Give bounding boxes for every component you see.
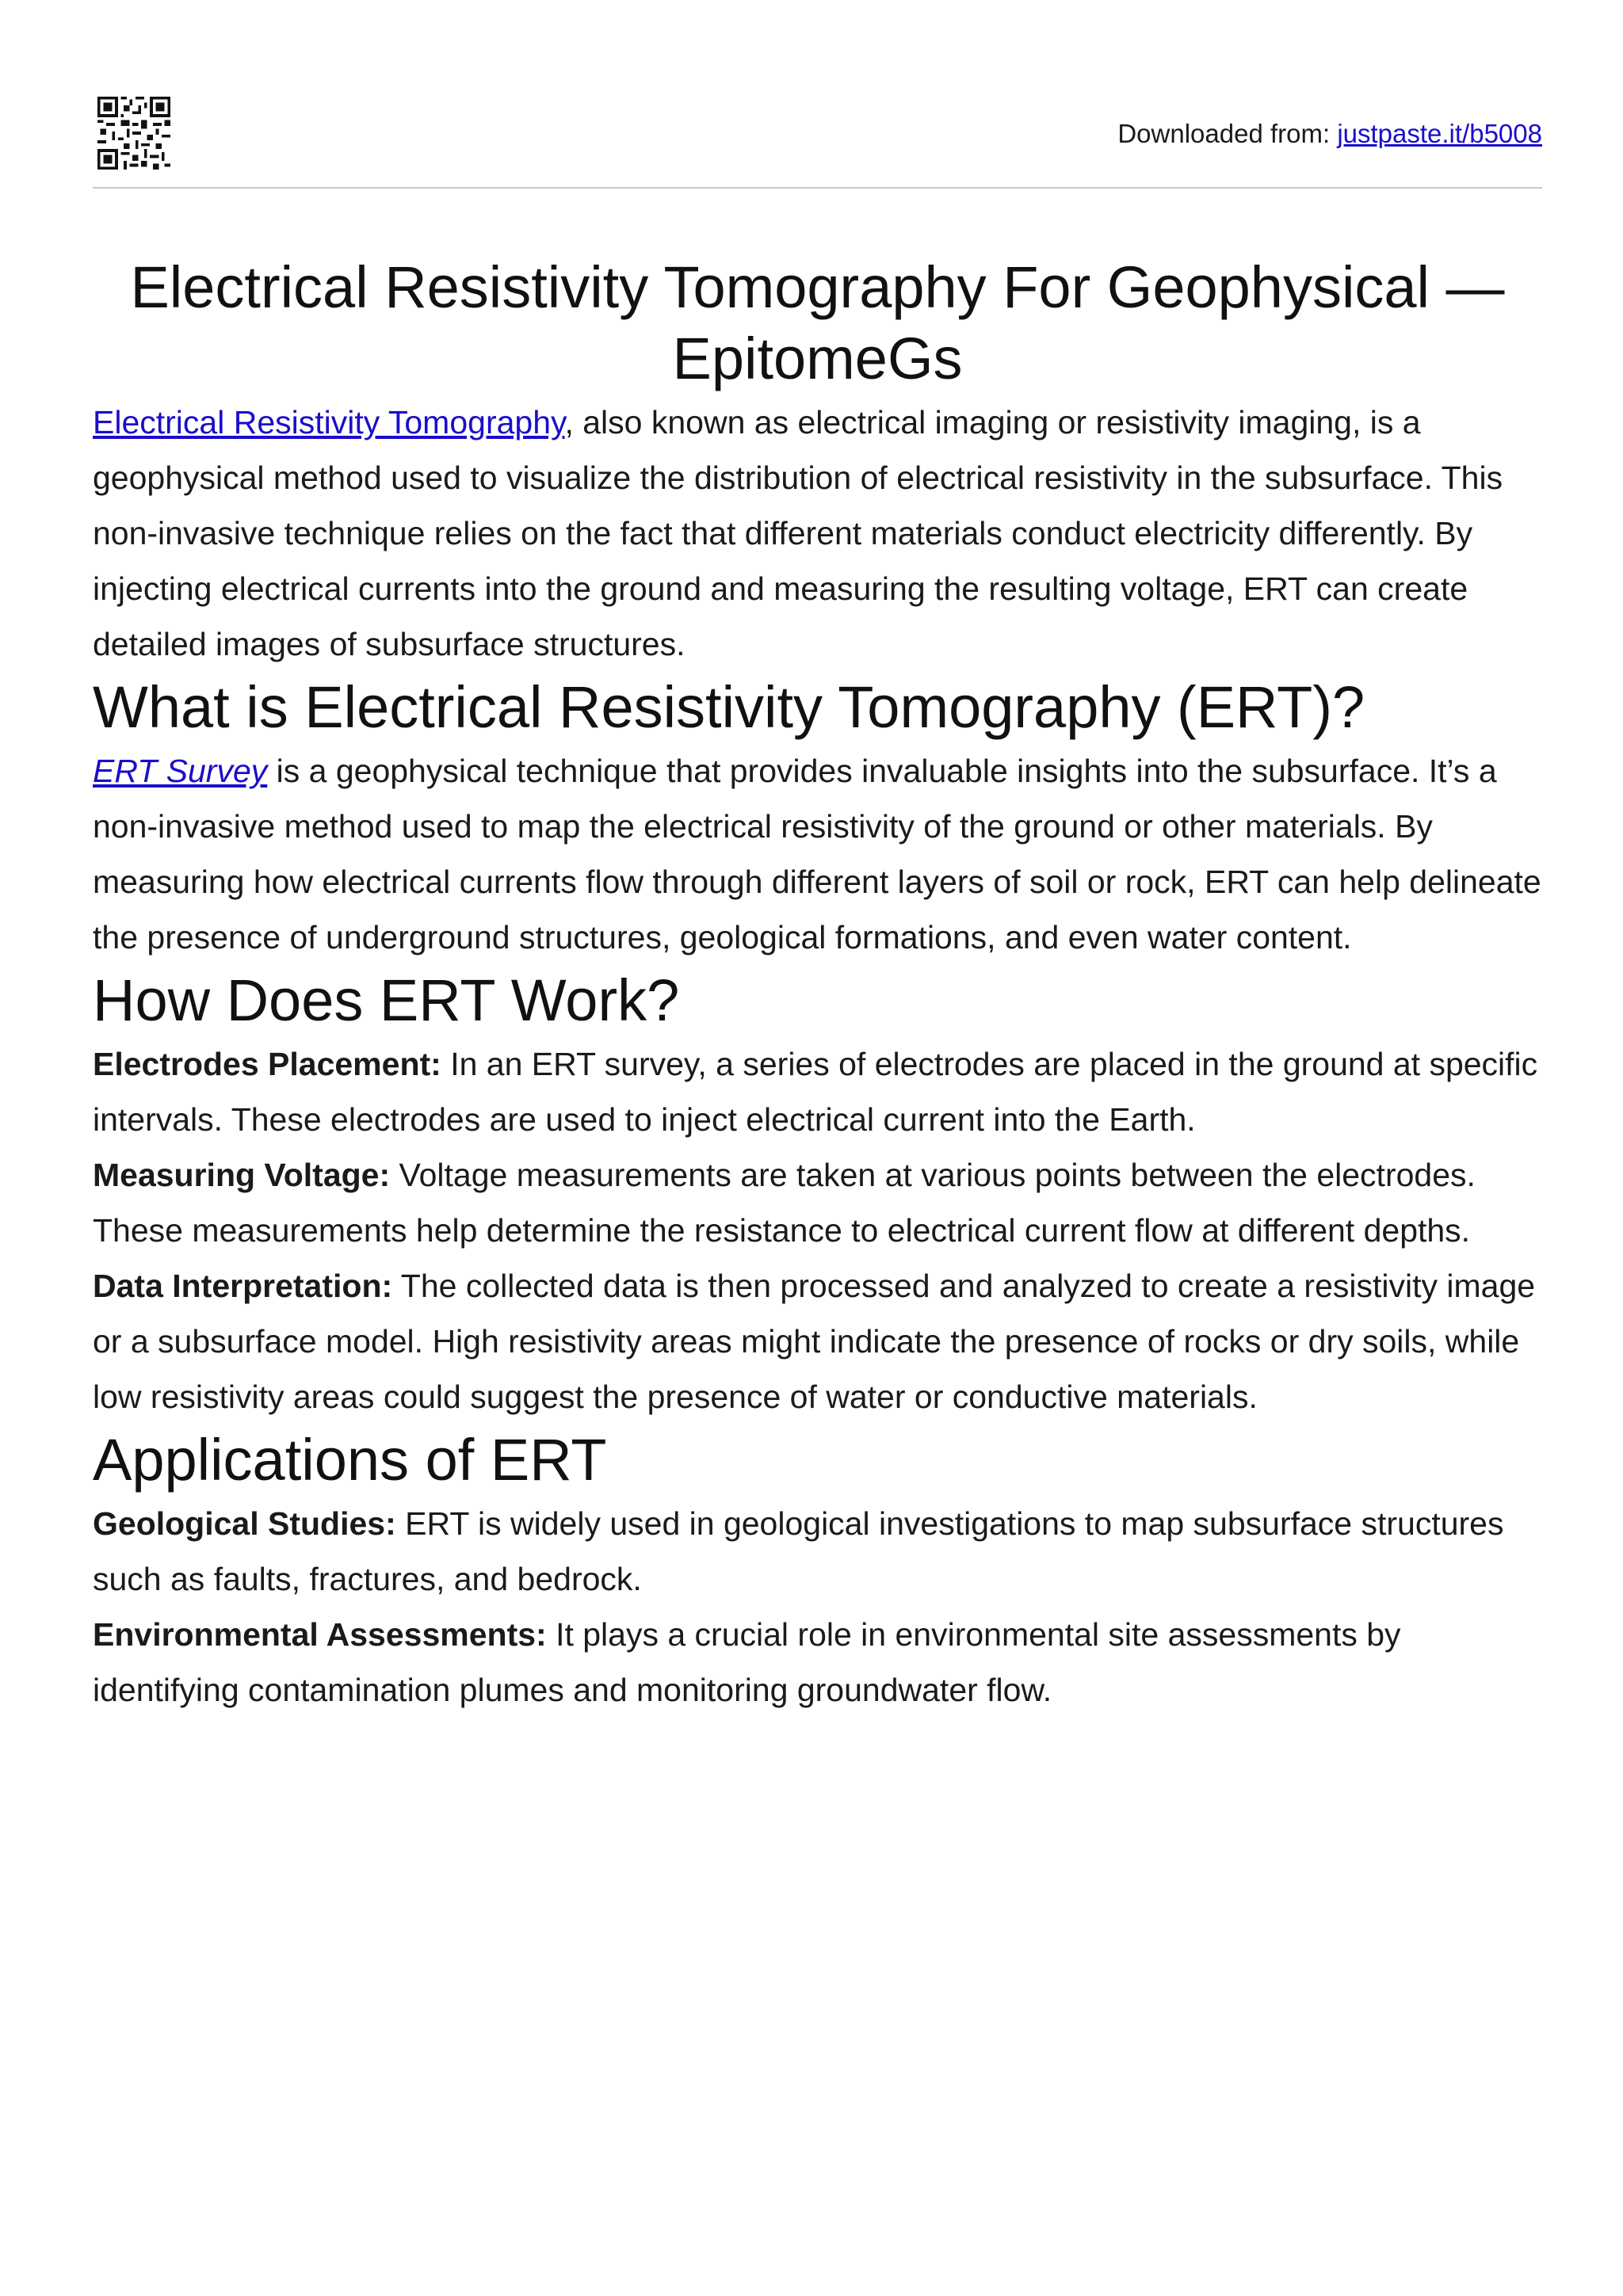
measuring-voltage-text: Voltage measurements are taken at various points between the electrodes. These measurements help determine the resistance to electrical current flow at different depths.: [93, 1157, 1476, 1249]
how-ert-works-paragraph: [93, 1036, 1542, 1425]
title-line-2: EpitomeGs: [672, 326, 963, 391]
section-heading-how-ert-works: How Does ERT Work?: [93, 967, 680, 1033]
ert-survey-link[interactable]: [93, 753, 267, 789]
source-link[interactable]: justpaste.it/b5008: [1337, 119, 1542, 148]
document-title: [93, 189, 1542, 395]
intro-paragraph: [93, 395, 1542, 672]
downloaded-from-label: Downloaded from:: [1117, 119, 1338, 148]
electrodes-placement-text: In an ERT survey, a series of electrodes are placed in the ground at specific intervals. These electrodes are used to inject electrical current into the Earth.: [93, 1046, 1538, 1138]
geological-studies-label: Geological Studies:: [93, 1505, 396, 1542]
ert-survey-link-text: ERT Survey: [93, 753, 268, 789]
intro-text: , also known as electrical imaging or resistivity imaging, is a geophysical method used to visualize the distribution of electrical resistivity in the subsurface. This non-invasive technique relies on the fact that different materials conduct electricity differently. By injecting electrical currents into the ground and measuring the resulting voltage, ERT can create detailed images of subsurface structures.: [93, 404, 1503, 662]
title-line-1: Electrical Resistivity Tomography For Geophysical —: [130, 254, 1505, 320]
electrodes-placement-label: Electrodes Placement:: [93, 1046, 441, 1082]
measuring-voltage-label: Measuring Voltage:: [93, 1157, 391, 1193]
qr-code-icon: [97, 97, 170, 170]
data-interpretation-label: Data Interpretation:: [93, 1268, 393, 1304]
what-is-ert-text: is a geophysical technique that provides invaluable insights into the subsurface. It’s a non-invasive method used to map the electrical resistivity of the ground or other materials. By measuring how electrical currents flow through different layers of soil or rock, ERT can help delineate the presence of underground structures, geological formations, and even water content.: [93, 753, 1541, 955]
applications-paragraph: [93, 1496, 1542, 1718]
ert-link[interactable]: Electrical Resistivity Tomography: [93, 404, 565, 441]
page-header: [93, 0, 1542, 189]
section-heading-applications: Applications of ERT: [93, 1427, 607, 1493]
what-is-ert-paragraph: [93, 743, 1542, 965]
downloaded-from-line: [1117, 119, 1542, 149]
environmental-assessments-label: Environmental Assessments:: [93, 1616, 547, 1653]
data-interpretation-text: The collected data is then processed and analyzed to create a resistivity image or a subsurface model. High resistivity areas might indicate the presence of rocks or dry soils, while low resistivity areas could suggest the presence of water or conductive materials.: [93, 1268, 1536, 1415]
document-page: [93, 0, 1542, 1718]
geological-studies-text: ERT is widely used in geological investigations to map subsurface structures such as faults, fractures, and bedrock.: [93, 1505, 1504, 1597]
environmental-assessments-text: It plays a crucial role in environmental site assessments by identifying contamination plumes and monitoring groundwater flow.: [93, 1616, 1401, 1708]
section-heading-what-is-ert: What is Electrical Resistivity Tomography (ERT)?: [93, 674, 1365, 740]
